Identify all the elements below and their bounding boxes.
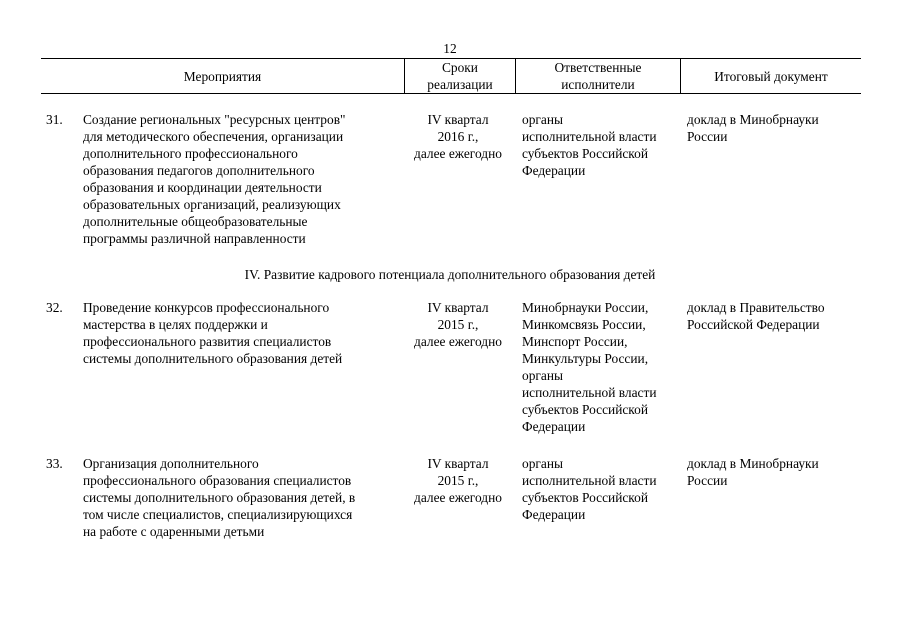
responsible-line: исполнительной власти (522, 473, 657, 488)
event-line: Создание региональных "ресурсных центров" (83, 112, 346, 127)
event-line: программы различной направленности (83, 231, 306, 246)
responsible-line: органы (522, 112, 563, 127)
event-line: образования педагогов дополнительного (83, 163, 315, 178)
event-line: дополнительные общеобразовательные (83, 214, 308, 229)
event-cell (83, 111, 403, 247)
term-line: далее ежегодно (414, 334, 502, 349)
document-line: России (687, 473, 728, 488)
event-line: системы дополнительного образования детей (83, 351, 343, 366)
event-line: профессионального образования специалистов (83, 473, 352, 488)
header-responsible-line: Ответственные (554, 60, 642, 75)
header-terms-line: реализации (427, 77, 493, 92)
responsible-cell (522, 111, 682, 179)
header-terms (405, 59, 515, 93)
event-line: образования и координации деятельности (83, 180, 322, 195)
responsible-cell (522, 299, 682, 435)
term-line: IV квартал (427, 112, 489, 127)
responsible-line: Федерации (522, 507, 586, 522)
event-line: том числе специалистов, специализирующихся (83, 507, 353, 522)
document-line: России (687, 129, 728, 144)
page-number: 12 (443, 41, 457, 56)
responsible-line: Минспорт России, (522, 334, 628, 349)
header-document-label: Итоговый документ (714, 68, 828, 84)
event-line: на работе с одаренными детьми (83, 524, 265, 539)
responsible-line: субъектов Российской (522, 402, 648, 417)
event-cell (83, 455, 403, 540)
header-responsible-line: исполнители (561, 77, 635, 92)
event-line: профессионального развития специалистов (83, 334, 332, 349)
responsible-line: исполнительной власти (522, 385, 657, 400)
term-line: далее ежегодно (414, 146, 502, 161)
document-line: доклад в Минобрнауки (687, 456, 819, 471)
responsible-line: исполнительной власти (522, 129, 657, 144)
header-terms-line: Сроки (441, 60, 478, 75)
term-line: далее ежегодно (414, 490, 502, 505)
row-number: 32. (46, 300, 63, 315)
event-cell (83, 299, 403, 367)
document-line: доклад в Правительство (687, 300, 825, 315)
header-events (41, 59, 404, 93)
responsible-line: Минобрнауки России, (522, 300, 649, 315)
event-line: дополнительного профессионального (83, 146, 298, 161)
term-line: 2015 г., (437, 473, 479, 488)
row-number: 33. (46, 456, 63, 471)
document-cell (687, 455, 862, 489)
header-responsible (516, 59, 680, 93)
responsible-line: органы (522, 456, 563, 471)
term-line: 2016 г., (437, 129, 479, 144)
event-line: системы дополнительного образования детей, в (83, 490, 356, 505)
responsible-cell (522, 455, 682, 523)
term-cell (405, 111, 511, 162)
term-line: IV квартал (427, 456, 489, 471)
responsible-line: субъектов Российской (522, 146, 648, 161)
term-line: 2015 г., (437, 317, 479, 332)
document-line: Российской Федерации (687, 317, 820, 332)
term-line: IV квартал (427, 300, 489, 315)
event-line: образовательных организаций, реализующих (83, 197, 341, 212)
document-line: доклад в Минобрнауки (687, 112, 819, 127)
term-cell (405, 455, 511, 506)
responsible-line: Федерации (522, 163, 586, 178)
responsible-line: Минкультуры России, (522, 351, 649, 366)
document-cell (687, 299, 862, 333)
row-number: 31. (46, 112, 63, 127)
header-events-label: Мероприятия (183, 68, 262, 84)
responsible-line: органы (522, 368, 563, 383)
event-line: мастерства в целях поддержки и (83, 317, 268, 332)
section-title: IV. Развитие кадрового потенциала дополнительного образования детей (244, 267, 656, 282)
responsible-line: Федерации (522, 419, 586, 434)
responsible-line: субъектов Российской (522, 490, 648, 505)
header-document (681, 59, 861, 93)
event-line: Организация дополнительного (83, 456, 259, 471)
table-header-bottom-border (41, 93, 861, 94)
event-line: Проведение конкурсов профессионального (83, 300, 330, 315)
event-line: для методического обеспечения, организации (83, 129, 344, 144)
document-cell (687, 111, 862, 145)
term-cell (405, 299, 511, 350)
responsible-line: Минкомсвязь России, (522, 317, 646, 332)
